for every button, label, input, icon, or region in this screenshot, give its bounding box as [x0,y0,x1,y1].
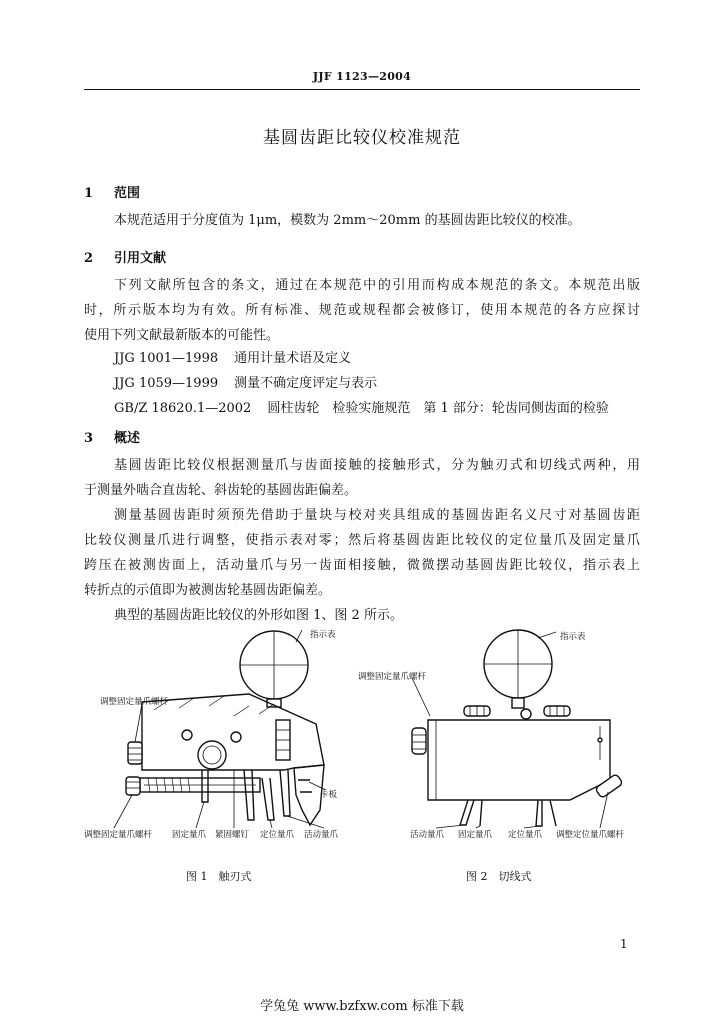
references-intro-paragraph [84,273,640,348]
instrument-body [142,694,324,770]
paragraph-line: 下列文献所包含的条文，通过在本规范中的引用而构成本规范的条文。本规范出版 [114,278,640,293]
reference-item [114,347,351,366]
overview-paragraph-2 [84,503,640,603]
paragraph-line: 于测量外啮合直齿轮、斜齿轮的基圆齿距偏差。 [84,483,358,498]
reference-item [114,397,609,416]
instrument-body [428,720,610,800]
figure-2-label-bottom: 定位量爪 [508,830,543,840]
section-title: 概述 [114,431,141,446]
figure-1-label-bottom: 定位量爪 [260,830,295,840]
paragraph-line: 跨压在被测齿面上，活动量爪与另一齿面相接触，微微摆动基圆齿距比较仪，指示表上 [84,558,640,573]
reference-code: JJG 1059—1999 [114,376,219,391]
section-number: 1 [84,186,94,201]
paragraph-line: 本规范适用于分度值为 1μm，模数为 2mm～20mm 的基圆齿距比较仪的校准。 [114,213,581,228]
reference-name: 圆柱齿轮 检验实施规范 第 1 部分：轮齿同侧齿面的检验 [267,401,609,416]
figure-2-label-indicator: 指示表 [560,632,586,642]
section-2-heading [84,247,166,266]
reference-item [114,372,377,391]
figure-2-label-adjust-screw: 调整固定量爪螺杆 [358,672,427,682]
figure-2-drawing [400,620,640,850]
paragraph-line: 比较仪测量爪进行调整，使指示表对零；然后将基圆齿距比较仪的定位量爪及固定量爪 [84,533,640,548]
figure-1-drawing [84,620,354,850]
paragraph-line: 使用下列文献最新版本的可能性。 [84,328,280,343]
figure-2-label-bottom: 固定量爪 [458,830,493,840]
footer-watermark: 学兔兔 www.bzfxw.com 标准下载 [260,999,464,1014]
figure-1-label-bar: 卡板 [320,790,338,800]
header-standard-code: JJF 1123—2004 [312,70,412,83]
reference-code: JJG 1001—1998 [114,351,219,366]
reference-name: 测量不确定度评定与表示 [234,376,378,391]
section-title: 范围 [114,186,141,201]
paragraph-line: 基圆齿距比较仪根据测量爪与齿面接触的接触形式，分为触刃式和切线式两种，用 [114,458,640,473]
figure-1-illustration [84,620,354,850]
figure-2-caption: 图 2 切线式 [466,870,532,883]
overview-paragraph-1 [84,453,640,503]
figure-2-illustration [400,620,640,850]
figure-1-label-bottom: 调整固定量爪螺杆 [84,830,153,840]
section-title: 引用文献 [114,251,167,266]
figure-1-label-bottom: 紧固螺钉 [215,830,250,840]
adjust-knob-icon [128,742,142,764]
figure-1-caption: 图 1 触刃式 [186,870,252,883]
figure-2-label-bottom: 调整定位量爪螺杆 [556,830,625,840]
header-rule [84,89,640,90]
reference-name: 通用计量术语及定义 [234,351,352,366]
page-number: 1 [620,937,628,951]
paragraph-line: 典型的基圆齿距比较仪的外形如图 1、图 2 所示。 [114,608,403,623]
adjust-knob-icon [412,728,426,754]
paragraph-line: 转折点的示值即为被测齿轮基圆齿距偏差。 [84,583,332,598]
section-number: 2 [84,251,94,266]
figure-1-label-bottom: 固定量爪 [172,830,207,840]
figure-1-label-bottom: 活动量爪 [304,830,339,840]
figure-1-label-adjust-screw: 调整固定量爪螺杆 [100,697,169,707]
section-3-heading [84,427,140,446]
paragraph-line: 时，所示版本均为有效。所有标准、规范或规程都会被修订，使用本规范的各方应探讨 [84,303,640,318]
section-1-heading [84,182,140,201]
figure-2-label-bottom: 活动量爪 [410,830,445,840]
reference-code: GB/Z 18620.1—2002 [114,401,252,416]
paragraph-line: 测量基圆齿距时须预先借助于量块与校对夹具组成的基圆齿距名义尺寸对基圆齿距 [114,508,640,523]
section-number: 3 [84,431,94,446]
document-title: 基圆齿距比较仪校准规范 [263,128,461,148]
figure-1-label-indicator: 指示表 [310,630,336,640]
scope-paragraph [84,208,640,233]
